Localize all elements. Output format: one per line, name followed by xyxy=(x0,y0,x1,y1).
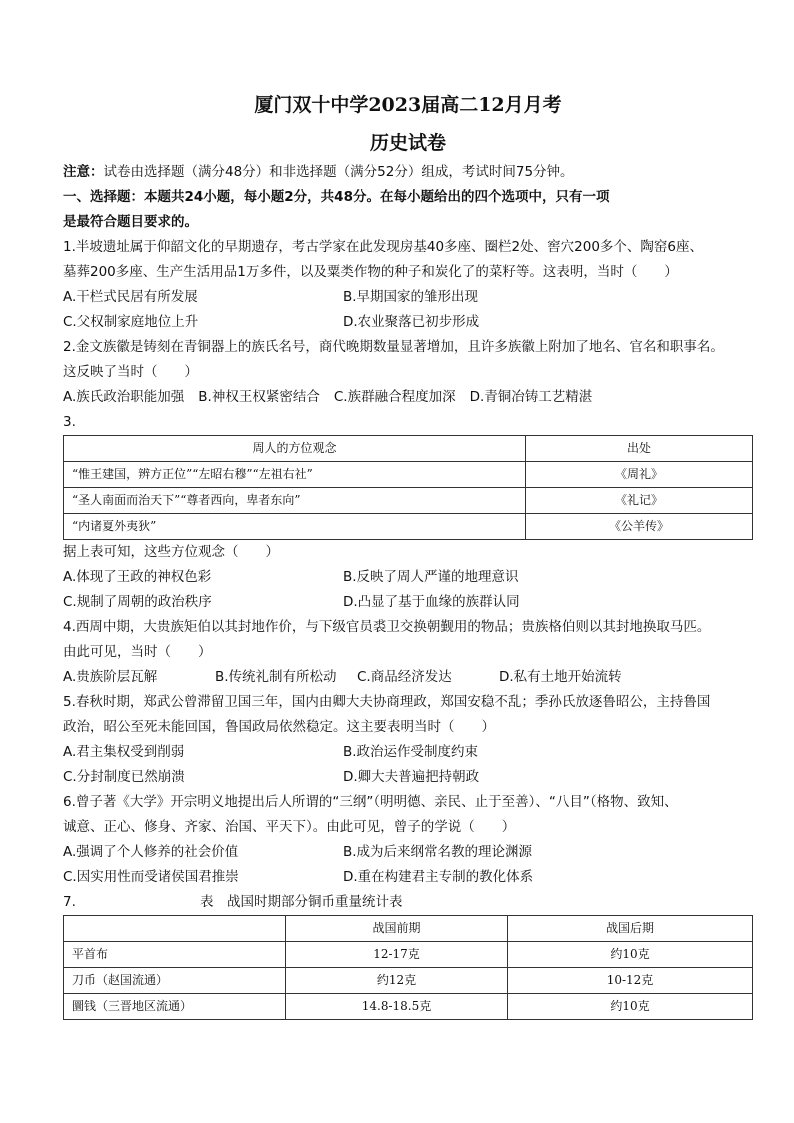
table-cell: 《公羊传》 xyxy=(526,514,753,540)
question-5 xyxy=(63,690,753,790)
q1-stem-line1: 1.半坡遗址属于仰韶文化的早期遗存，考古学家在此发现房基40多座、圈栏2处、窖穴200多个、陶窑6座、 xyxy=(63,239,704,255)
q4-stem-line1: 4.西周中期，大贵族矩伯以其封地作价，与下级官员裘卫交换朝觐用的物品；贵族格伯则以其封地换取马匹。 xyxy=(63,619,711,635)
q2-stem-line1: 2.金文族徽是铸刻在青铜器上的族氏名号，商代晚期数量显著增加，且许多族徽上附加了地名、官名和职事名。 xyxy=(63,339,724,355)
notice-label: 注意： xyxy=(63,164,104,180)
table-row xyxy=(64,968,753,994)
exam-subtitle: 历史试卷 xyxy=(369,132,446,154)
q1-stem-line2: 墓葬200多座、生产生活用品1万多件，以及粟类作物的种子和炭化了的菜籽等。这表明，当时（ ） xyxy=(63,264,678,280)
section-heading-line2: 是最符合题目要求的。 xyxy=(63,214,198,230)
table-header-cell: 周人的方位观念 xyxy=(64,436,526,462)
q4-option-d[interactable]: D.私有土地开始流转 xyxy=(499,669,622,685)
q1-option-c[interactable]: C.父权制家庭地位上升 xyxy=(63,314,199,330)
table-row xyxy=(64,462,753,488)
q6-option-d[interactable]: D.重在构建君主专制的教化体系 xyxy=(343,869,534,885)
q2-option-c[interactable]: C.族群融合程度加深 xyxy=(333,389,456,405)
table-header-cell xyxy=(64,916,286,942)
q6-option-c[interactable]: C.因实用性而受诸侯国君推崇 xyxy=(63,869,239,885)
table-cell: 约12克 xyxy=(286,968,508,994)
q3-option-a[interactable]: A.体现了王政的神权色彩 xyxy=(63,569,212,585)
q3-option-b[interactable]: B.反映了周人严谨的地理意识 xyxy=(343,569,519,585)
q6-stem-line2: 诚意、正心、修身、齐家、治国、平天下）。由此可见，曾子的学说（ ） xyxy=(63,819,516,835)
table-row xyxy=(64,942,753,968)
question-4 xyxy=(63,615,753,690)
q6-stem-line1: 6.曾子著《大学》开宗明义地提出后人所谓的“三纲”（明明德、亲民、止于至善）、“八目”（格物、致知、 xyxy=(63,794,678,810)
q5-option-c[interactable]: C.分封制度已然崩溃 xyxy=(63,769,185,785)
q2-stem-line2: 这反映了当时（ ） xyxy=(63,364,198,380)
table-cell: “圣人南面而治天下”“尊者西向，卑者东向” xyxy=(64,488,526,514)
q3-option-c[interactable]: C.规制了周朝的政治秩序 xyxy=(63,594,212,610)
table-header-cell: 战国后期 xyxy=(508,916,753,942)
question-7 xyxy=(63,890,753,1020)
table-header-cell: 战国前期 xyxy=(286,916,508,942)
q5-option-a[interactable]: A.君主集权受到削弱 xyxy=(63,744,185,760)
q5-option-d[interactable]: D.卿大夫普遍把持朝政 xyxy=(343,769,480,785)
q6-option-a[interactable]: A.强调了个人修养的社会价值 xyxy=(63,844,239,860)
q4-stem-line2: 由此可见，当时（ ） xyxy=(63,644,212,660)
q3-option-d[interactable]: D.凸显了基于血缘的族群认同 xyxy=(343,594,520,610)
table-cell: 14.8-18.5克 xyxy=(286,994,508,1020)
q5-stem-line1: 5.春秋时期，郑武公曾滞留卫国三年，国内由卿大夫协商理政，郑国安稳不乱；季孙氏放逐鲁昭公，主持鲁国 xyxy=(63,694,711,710)
q5-option-b[interactable]: B.政治运作受制度约束 xyxy=(343,744,479,760)
q7-table xyxy=(63,915,753,1020)
table-cell: 约10克 xyxy=(508,994,753,1020)
table-cell: “内诸夏外夷狄” xyxy=(64,514,526,540)
q3-table xyxy=(63,435,753,540)
table-row xyxy=(64,994,753,1020)
q4-option-a[interactable]: A.贵族阶层瓦解 xyxy=(63,669,158,685)
q7-number: 7. xyxy=(63,894,76,910)
table-cell: “惟王建国，辨方正位”“左昭右穆”“左祖右社” xyxy=(64,462,526,488)
table-cell: 10-12克 xyxy=(508,968,753,994)
q3-number: 3. xyxy=(63,414,76,430)
question-1 xyxy=(63,235,753,335)
q3-stem: 据上表可知，这些方位观念（ ） xyxy=(63,544,279,560)
question-3 xyxy=(63,410,753,615)
table-header-cell: 出处 xyxy=(526,436,753,462)
q4-option-b[interactable]: B.传统礼制有所松动 xyxy=(215,669,337,685)
q4-option-c[interactable]: C.商品经济发达 xyxy=(357,669,452,685)
question-6 xyxy=(63,790,753,890)
q6-option-b[interactable]: B.成为后来纲常名教的理论渊源 xyxy=(343,844,533,860)
q5-stem-line2: 政治，昭公至死未能回国，鲁国政局依然稳定。这主要表明当时（ ） xyxy=(63,719,495,735)
table-row xyxy=(64,514,753,540)
q2-option-a[interactable]: A.族氏政治职能加强 xyxy=(63,389,185,405)
q1-option-b[interactable]: B.早期国家的雏形出现 xyxy=(343,289,479,305)
table-cell: 平首布 xyxy=(64,942,286,968)
q1-option-a[interactable]: A.干栏式民居有所发展 xyxy=(63,289,198,305)
exam-page xyxy=(63,92,753,1020)
table-cell: 《礼记》 xyxy=(526,488,753,514)
table-header-row xyxy=(64,436,753,462)
table-header-row xyxy=(64,916,753,942)
notice-text: 试卷由选择题（满分48分）和非选择题（满分52分）组成，考试时间75分钟。 xyxy=(103,164,574,180)
q1-option-d[interactable]: D.农业聚落已初步形成 xyxy=(343,314,480,330)
table-cell: 《周礼》 xyxy=(526,462,753,488)
section-heading-line1: 一、选择题：本题共24小题，每小题2分，共48分。在每小题给出的四个选项中，只有一项 xyxy=(63,189,610,205)
q2-option-d[interactable]: D.青铜冶铸工艺精湛 xyxy=(469,389,593,405)
q7-table-caption: 表 战国时期部分铜币重量统计表 xyxy=(200,894,403,910)
table-row xyxy=(64,488,753,514)
table-cell: 刀币（赵国流通） xyxy=(64,968,286,994)
table-cell: 12-17克 xyxy=(286,942,508,968)
notice xyxy=(63,160,753,185)
table-cell: 圜钱（三晋地区流通） xyxy=(64,994,286,1020)
question-2 xyxy=(63,335,753,410)
q2-option-b[interactable]: B.神权王权紧密结合 xyxy=(198,389,320,405)
exam-title: 厦门双十中学2023届高二12月月考 xyxy=(254,94,562,116)
table-cell: 约10克 xyxy=(508,942,753,968)
